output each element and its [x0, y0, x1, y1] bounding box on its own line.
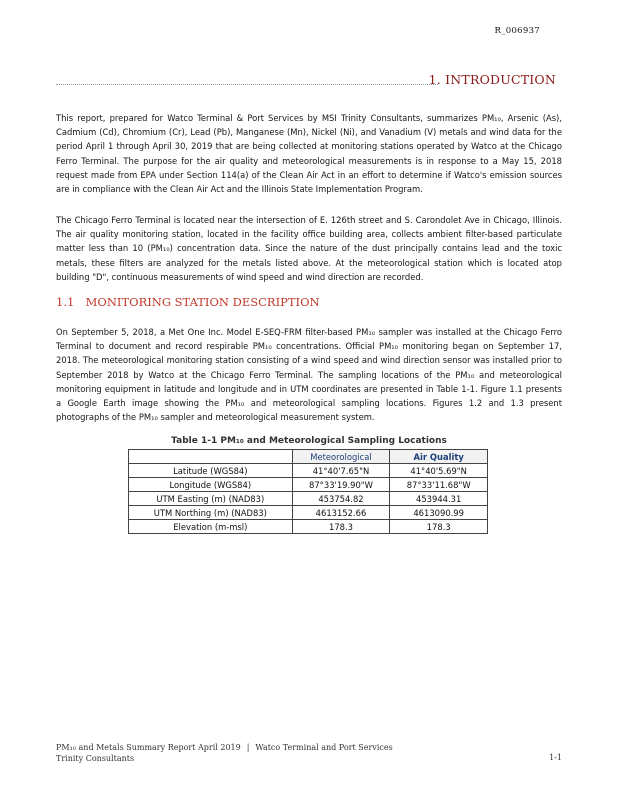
row-label: UTM Easting (m) (NAD83) — [129, 492, 293, 506]
chapter-title — [429, 72, 556, 87]
location-paragraph: The Chicago Ferro Terminal is located near the intersection of E. 126th street and S. Carondolet Ave in Chicago, Illinois. The air quality monitoring station, located in the facility office building area, collects ambient filter-based particulate matter less than 10 (PM₁₀) concentration data. Since the nature of the dust principally contains lead and the toxic metals, these filters are analyzed for the metals listed above. At the meteorological station which is located atop building "D", continuous measurements of wind speed and wind direction are recorded. — [56, 215, 562, 282]
chapter-number: 1. — [428, 72, 441, 87]
section-number: 1.1 — [56, 295, 75, 309]
table-header-meteorological: Meteorological — [292, 450, 390, 464]
meteorological-value: 453754.82 — [292, 492, 390, 506]
meteorological-value: 41°40'7.65"N — [292, 464, 390, 478]
footer-company: Trinity Consultants — [56, 754, 135, 763]
footer-report-title: PM₁₀ and Metals Summary Report April 2019 — [56, 743, 241, 752]
table-row — [129, 492, 488, 506]
chapter-heading — [56, 72, 556, 90]
meteorological-value: 4613152.66 — [292, 506, 390, 520]
table-row — [129, 478, 488, 492]
meteorological-value: 178.3 — [292, 520, 390, 534]
section-heading — [56, 295, 320, 309]
table-row — [129, 464, 488, 478]
air-quality-value: 41°40'5.69"N — [390, 464, 488, 478]
station-paragraph: On September 5, 2018, a Met One Inc. Model E-SEQ-FRM filter-based PM₁₀ sampler was installed at the Chicago Ferro Terminal to document and record respirable PM₁₀ concentrations. Official PM₁₀ monitoring began on September 17, 2018. The meteorological monitoring station consisting of a wind speed and wind direction sensor was installed prior to September 2018 by Watco at the Chicago Ferro Terminal. The sampling locations of the PM₁₀ and meteorological monitoring equipment in latitude and longitude and in UTM coordinates are presented in Table 1-1. Figure 1.1 presents a Google Earth image showing the PM₁₀ and meteorological sampling locations. Figures 1.2 and 1.3 present photographs of the PM₁₀ sampler and meteorological measurement system. — [56, 327, 562, 423]
sampling-locations-table — [128, 449, 488, 534]
document-id: R_006937 — [494, 26, 540, 36]
row-label: Latitude (WGS84) — [129, 464, 293, 478]
page-number: 1-1 — [549, 753, 562, 762]
table-caption: Table 1-1 PM₁₀ and Meteorological Sampling Locations — [171, 436, 447, 446]
air-quality-value: 453944.31 — [390, 492, 488, 506]
row-label: UTM Northing (m) (NAD83) — [129, 506, 293, 520]
air-quality-value: 178.3 — [390, 520, 488, 534]
footer-separator: | — [246, 743, 250, 752]
footer-client: Watco Terminal and Port Services — [255, 743, 393, 752]
table-row — [129, 520, 488, 534]
table-header-row — [129, 450, 488, 464]
section-title: MONITORING STATION DESCRIPTION — [85, 295, 320, 309]
leader-dots — [56, 84, 438, 85]
table-row — [129, 506, 488, 520]
row-label: Longitude (WGS84) — [129, 478, 293, 492]
chapter-name: INTRODUCTION — [445, 72, 556, 87]
page-footer — [56, 742, 393, 764]
table-header-blank — [129, 450, 293, 464]
air-quality-value: 87°33'11.68"W — [390, 478, 488, 492]
table-header-air-quality: Air Quality — [390, 450, 488, 464]
footer-line-1 — [56, 742, 393, 753]
row-label: Elevation (m-msl) — [129, 520, 293, 534]
intro-paragraph: This report, prepared for Watco Terminal & Port Services by MSI Trinity Consultants, summarizes PM₁₀, Arsenic (As), Cadmium (Cd), Chromium (Cr), Lead (Pb), Manganese (Mn), Nickel (Ni), and Vanadium (V) metals and wind data for the period April 1 through April 30, 2019 that are being collected at monitoring stations operated by Watco at the Chicago Ferro Terminal. The purpose for the air quality and meteorological measurements is in response to a May 15, 2018 request made from EPA under Section 114(a) of the Clean Air Act in an effort to determine if Watco's emission sources are in compliance with the Clean Air Act and the Illinois State Implementation Program. — [56, 113, 562, 195]
air-quality-value: 4613090.99 — [390, 506, 488, 520]
meteorological-value: 87°33'19.90"W — [292, 478, 390, 492]
